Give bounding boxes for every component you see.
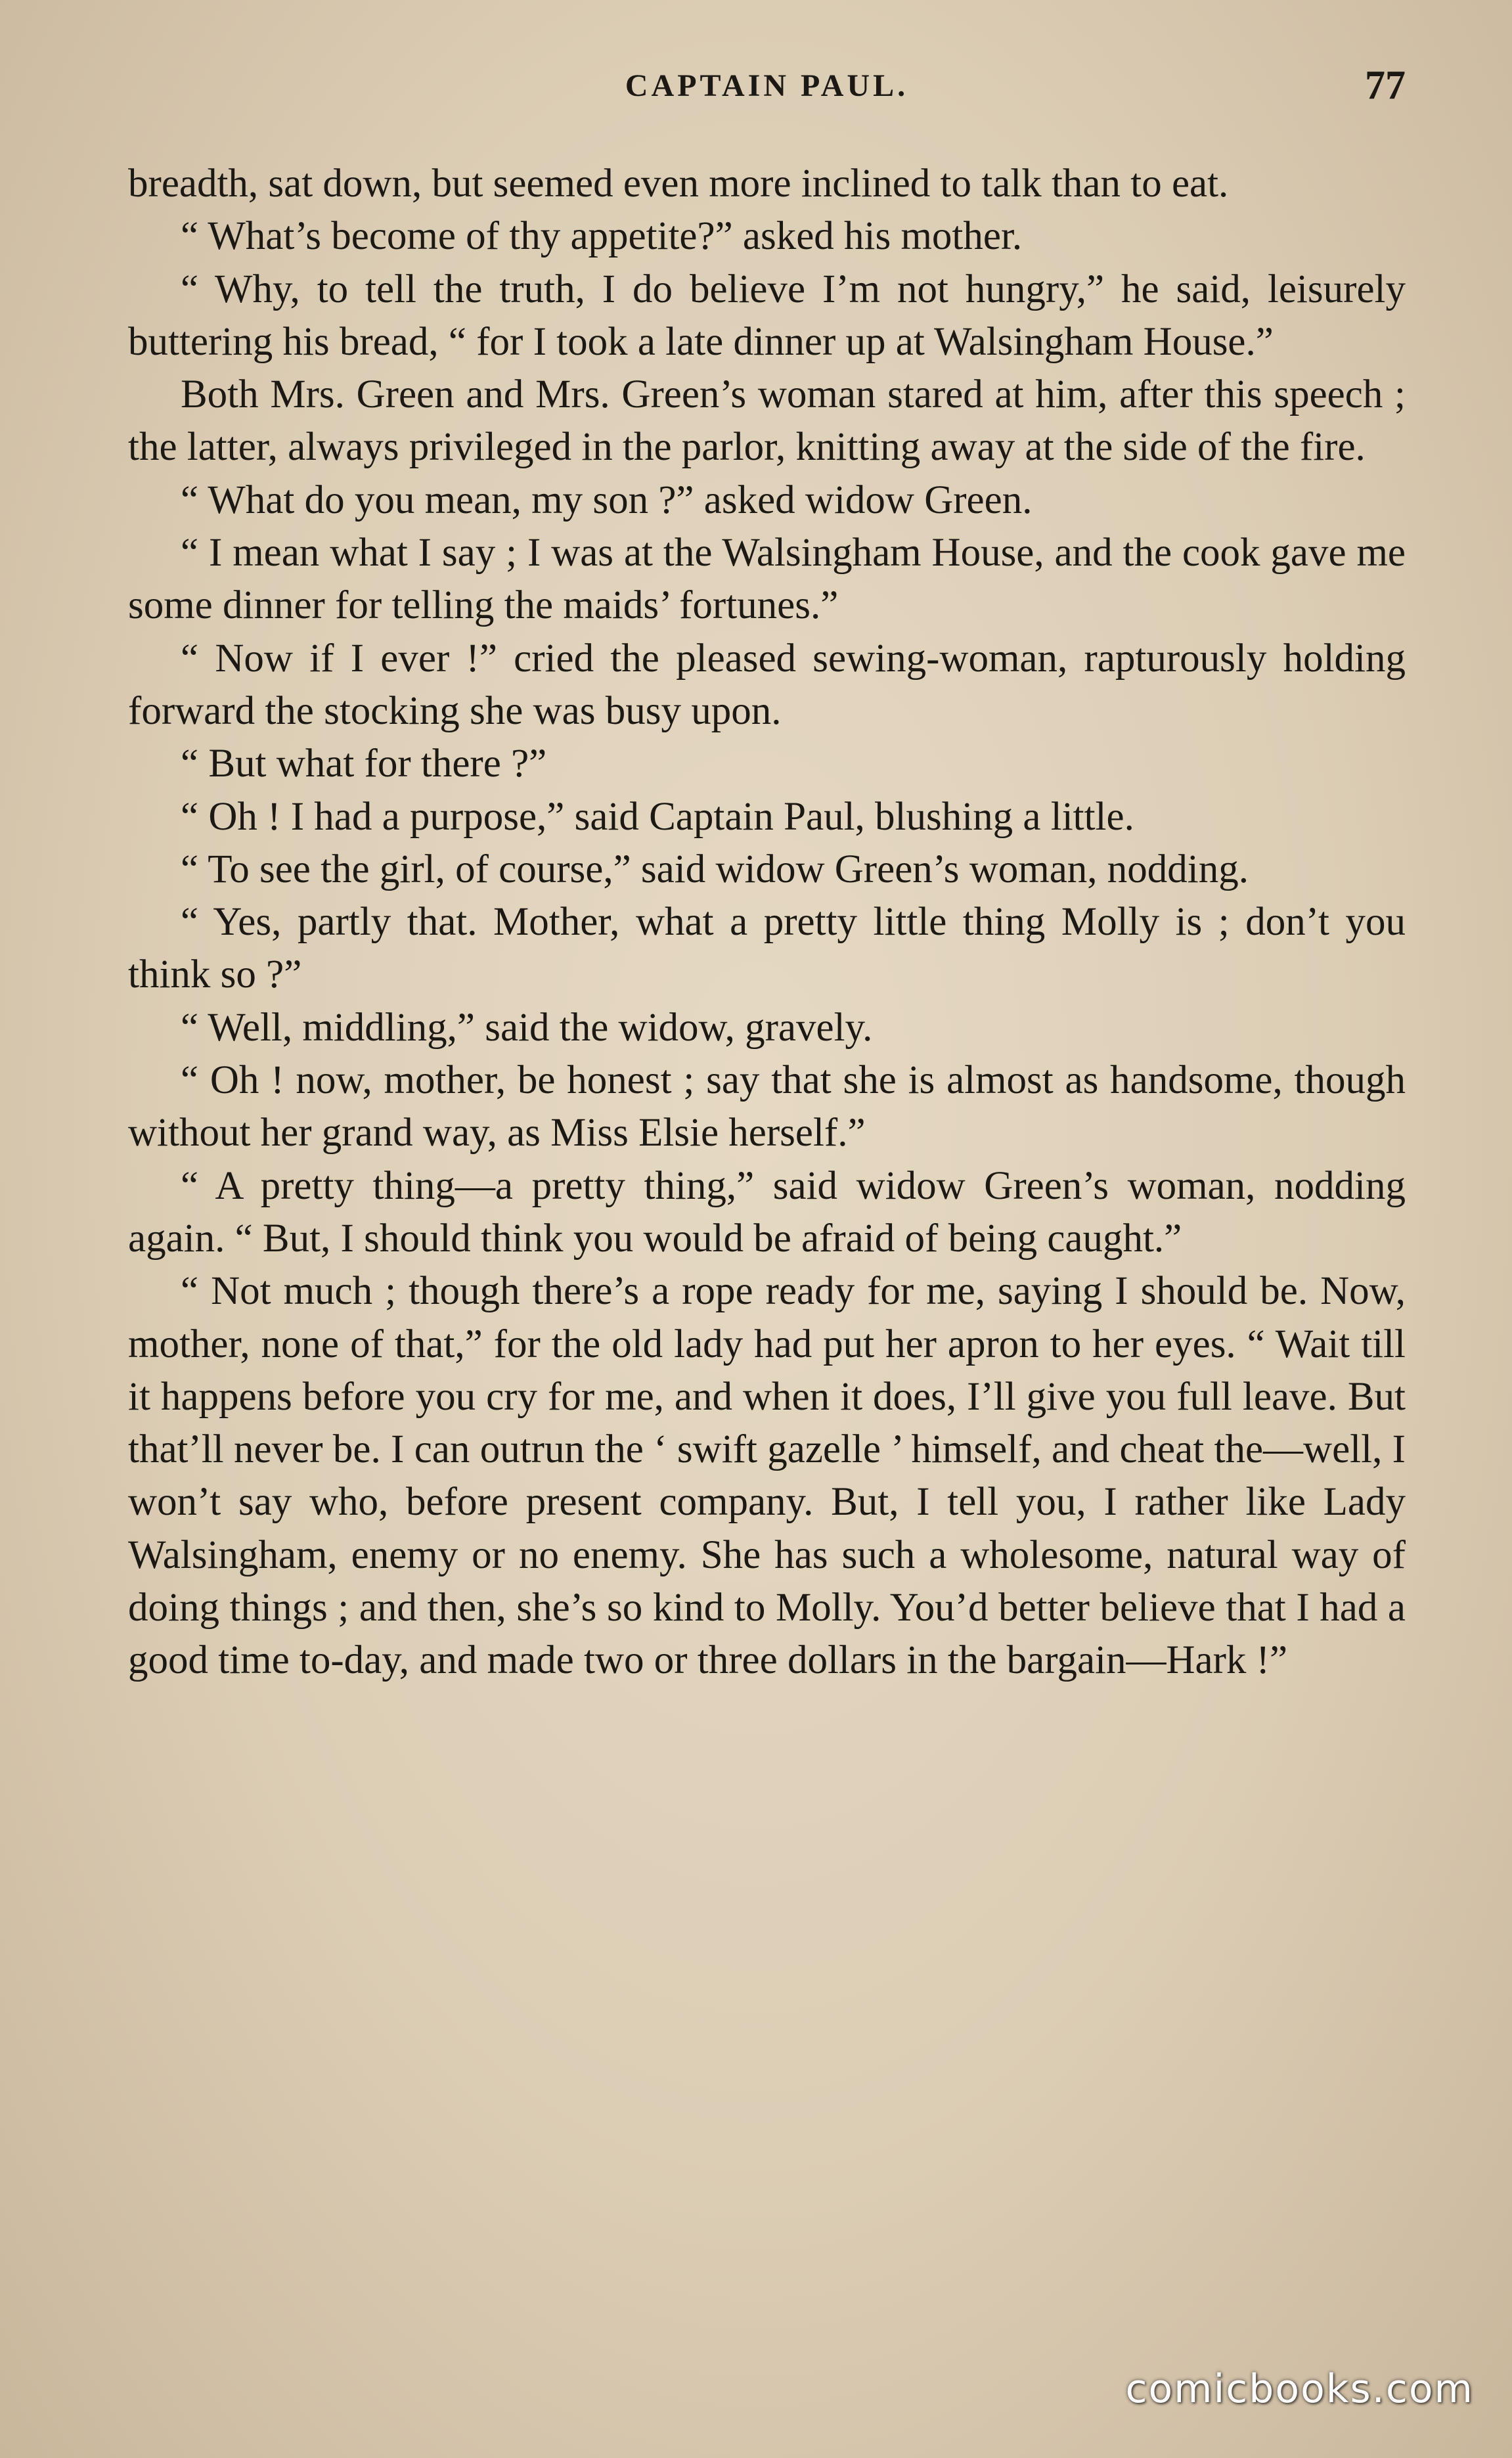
paragraph: “ I mean what I say ; I was at the Walsingham House, and the cook gave me some dinner for telling the maids’ fortunes.” — [128, 531, 1406, 628]
paragraph: “ Not much ; though there’s a rope ready for me, saying I should be. Now, mother, none of that,” for the old lady had put her apron to her eyes. “ Wait till it happens before you cry for me, and when it does, I’ll give you full leave. But that’ll never be. I can outrun the ‘ swift gazelle ’ himself, and cheat the—well, I won’t say who, before present company. But, I tell you, I rather like Lady Walsingham, enemy or no enemy. She has such a wholesome, natural way of doing things ; and then, she’s so kind to Molly. You’d better believe that I had a good time to-day, and made two or three dollars in the bargain—Hark !” — [128, 1269, 1406, 1683]
paragraph: “ But what for there ?” — [181, 742, 547, 786]
paragraph: breadth, sat down, but seemed even more inclined to talk than to eat. — [128, 162, 1229, 206]
watermark: comicbooks.com — [1125, 2366, 1474, 2412]
page-header — [128, 62, 1406, 115]
paragraph: “ Why, to tell the truth, I do believe I’m not hungry,” he said, leisurely buttering his bread, “ for I took a late dinner up at Walsingham House.” — [128, 267, 1406, 364]
page-number: 77 — [1365, 63, 1406, 108]
body-text — [128, 158, 1406, 1687]
paragraph: “ Yes, partly that. Mother, what a pretty little thing Molly is ; don’t you think so ?” — [128, 900, 1406, 997]
paragraph: “ A pretty thing—a pretty thing,” said widow Green’s woman, nodding again. “ But, I should think you would be afraid of being caught.” — [128, 1163, 1406, 1261]
paragraph: “ Oh ! I had a purpose,” said Captain Paul, blushing a little. — [181, 794, 1134, 839]
paragraph: Both Mrs. Green and Mrs. Green’s woman stared at him, after this speech ; the latter, always privileged in the parlor, knitting away at the side of the fire. — [128, 372, 1406, 470]
paragraph: “ Well, middling,” said the widow, gravely. — [181, 1005, 873, 1050]
paragraph: “ To see the girl, of course,” said widow Green’s woman, nodding. — [181, 847, 1249, 891]
paragraph: “ What’s become of thy appetite?” asked his mother. — [181, 214, 1023, 259]
paragraph: “ Now if I ever !” cried the pleased sewing-woman, rapturously holding forward the stocking she was busy upon. — [128, 636, 1406, 733]
paragraph: “ What do you mean, my son ?” asked widow Green. — [181, 478, 1033, 522]
paragraph: “ Oh ! now, mother, be honest ; say that she is almost as handsome, though without her grand way, as Miss Elsie herself.” — [128, 1058, 1406, 1155]
running-head: CAPTAIN PAUL. — [625, 68, 909, 103]
